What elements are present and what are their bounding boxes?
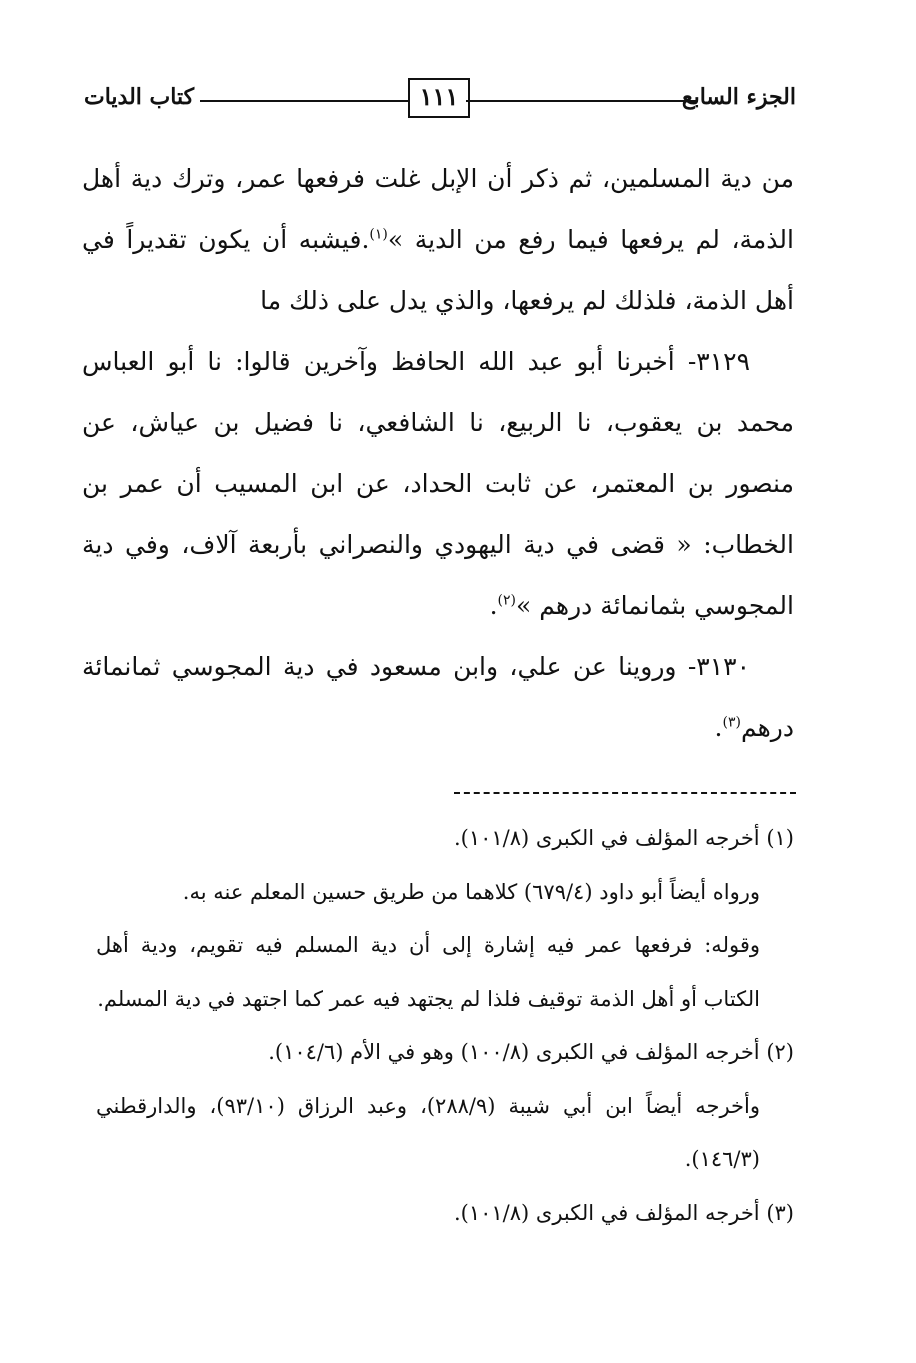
hadith-3129-text: ٣١٢٩- أخبرنا أبو عبد الله الحافظ وآخرين قالوا: نا أبو العباس محمد بن يعقوب، نا الربيع، نا الشافعي، نا فضيل بن عياش، عن منصور بن المعتمر، عن ثابت الحداد، عن ابن المسيب أن عمر بن الخطاب: « قضى في دية اليهودي والنصراني بأربعة آلاف، وفي دية المجوسي بثمانمائة درهم » — [82, 347, 794, 620]
footnote-3: (٣) أخرجه المؤلف في الكبرى (١٠١/٨). — [453, 1200, 794, 1225]
footnote-2: (٢) أخرجه المؤلف في الكبرى (١٠٠/٨) وهو في الأم (١٠٤/٦). — [268, 1040, 794, 1064]
footnote-1-detail-b: وقوله: فرفعها عمر فيه إشارة إلى أن دية المسلم فيه تقويم، ودية أهل الكتاب أو أهل الذمة توقيف فلذا لم يجتهد فيه عمر كما اجتهد في دية المسلم. — [96, 933, 760, 1011]
page-header — [84, 78, 796, 122]
footnote-ref-1: (١) — [369, 226, 388, 243]
main-text — [82, 148, 794, 758]
hadith-3129 — [82, 331, 794, 636]
hadith-3130-text: ٣١٣٠- وروينا عن علي، وابن مسعود في دية المجوسي ثمانمائة درهم — [82, 652, 794, 742]
footnote-1: (١) أخرجه المؤلف في الكبرى (١٠١/٨). — [453, 826, 794, 850]
hadith-3129-tail: . — [489, 591, 498, 620]
hadith-3130 — [82, 636, 794, 758]
paragraph-intro — [82, 148, 794, 331]
footnote-separator — [454, 792, 796, 794]
paragraph-intro-text: من دية المسلمين، ثم ذكر أن الإبل غلت فرفعها عمر، وترك دية أهل الذمة، لم يرفعها فيما رفع من الدية » — [82, 164, 794, 254]
footnote-ref-3: (٣) — [722, 714, 741, 731]
footnote-1-detail-a: ورواه أيضاً أبو داود (٦٧٩/٤) كلاهما من طريق حسين المعلم عنه به. — [182, 879, 760, 904]
paragraph-intro-tail: .فيشبه أن يكون تقديراً في أهل الذمة، فلذلك لم يرفعها، والذي يدل على ذلك ما — [82, 225, 794, 315]
page-number: ١١١ — [408, 78, 470, 118]
footnote-2-detail-a: وأخرجه أيضاً ابن أبي شيبة (٢٨٨/٩)، وعبد الرزاق (٩٣/١٠)، والدارقطني (١٤٦/٣). — [96, 1093, 761, 1171]
footnotes — [96, 812, 794, 1240]
book-title: كتاب الديات — [84, 84, 195, 110]
header-rule-right — [466, 100, 696, 102]
hadith-3130-tail: . — [714, 713, 723, 742]
volume-label: الجزء السابع — [681, 84, 796, 110]
header-rule-left — [200, 100, 410, 102]
footnote-ref-2: (٢) — [497, 592, 517, 609]
